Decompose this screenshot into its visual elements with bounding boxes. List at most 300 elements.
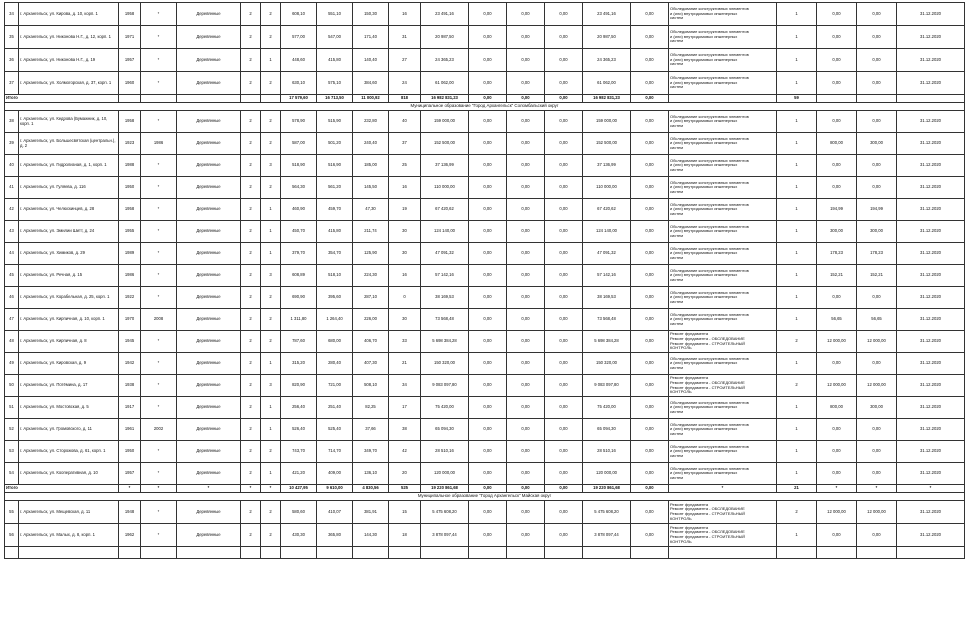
row-fund-c: 0,00 (545, 221, 583, 243)
row-address: г. Архангельск, ул. Гидролизная, д. 1, корп. 1 (19, 155, 119, 177)
row-entrances: 1 (261, 199, 281, 221)
row-deadline: 31.12.2020 (897, 397, 965, 419)
row-unit-cost-max: 0,00 (857, 26, 897, 49)
row-area-total: 460,90 (281, 199, 317, 221)
work-line: и (или) внутридомовых инженерных (670, 33, 738, 39)
row-area-common: 145,50 (353, 177, 389, 199)
row-area-total: 608,89 (281, 265, 317, 287)
row-fund-b: 0,00 (507, 221, 545, 243)
rows-group-mid (5, 111, 965, 331)
row-cost-total: 120 000,00 (421, 463, 469, 485)
row-fund-a: 0,00 (469, 397, 507, 419)
row-year: 1917 (119, 397, 141, 419)
row-deadline: 31.12.2020 (897, 155, 965, 177)
rows-group-fund (5, 331, 965, 397)
row-floors: 2 (241, 221, 261, 243)
row-area-total: 379,70 (281, 243, 317, 265)
row-residents: 31 (389, 26, 421, 49)
row-address: г. Архангельск, ул. Химиков, д. 29 (19, 243, 119, 265)
row-year: 1955 (119, 221, 141, 243)
row-number: 38 (5, 111, 19, 133)
work-line: систем (670, 122, 683, 128)
row-entrances: 2 (261, 331, 281, 353)
row-year: 1957 (119, 463, 141, 485)
row-year-rebuilt: 2002 (141, 419, 177, 441)
row-fund-a: 0,00 (469, 199, 507, 221)
row-quantity: 1 (777, 287, 817, 309)
row-area-common: 406,70 (353, 331, 389, 353)
row-fund-e: 0,00 (631, 397, 669, 419)
row-fund-a: 0,00 (469, 331, 507, 353)
row-residents: 16 (389, 177, 421, 199)
row-number: 43 (5, 221, 19, 243)
row-unit-cost-max: 300,00 (857, 221, 897, 243)
total-b: 0,00 (507, 485, 545, 493)
row-unit-cost-max: 300,00 (857, 397, 897, 419)
row-area-common: 226,00 (353, 309, 389, 331)
row-address: г. Архангельск, ул. Сторожова, д. 61, корп. 1 (19, 441, 119, 463)
work-line: Ремонт фундамента (670, 524, 709, 530)
row-area-total: 690,90 (281, 287, 317, 309)
table-row (5, 155, 965, 177)
row-fund-d: 9 083 097,80 (583, 375, 631, 397)
row-area-common: 150,30 (353, 3, 389, 26)
row-unit-cost: 0,00 (817, 353, 857, 375)
row-work-type (669, 26, 777, 49)
row-area-common: 82,25 (353, 397, 389, 419)
row-area-common: 381,91 (353, 501, 389, 524)
row-fund-c: 0,00 (545, 155, 583, 177)
rows-group-low (5, 397, 965, 485)
row-fund-d: 67 420,62 (583, 199, 631, 221)
table-row (5, 375, 965, 397)
row-fund-d: 5 698 384,28 (583, 331, 631, 353)
row-area-common: 384,60 (353, 72, 389, 95)
total-area3: 4 830,56 (353, 485, 389, 493)
row-number: 46 (5, 287, 19, 309)
row-fund-a: 0,00 (469, 419, 507, 441)
row-fund-a: 0,00 (469, 3, 507, 26)
row-year-rebuilt: * (141, 199, 177, 221)
row-fund-b: 0,00 (507, 397, 545, 419)
row-residents: 40 (389, 111, 421, 133)
row-material: Деревянные (177, 265, 241, 287)
work-line: Обследование конструктивных элементов (670, 223, 749, 229)
row-fund-a: 0,00 (469, 26, 507, 49)
row-cost-total: 57 142,16 (421, 265, 469, 287)
row-entrances: 3 (261, 375, 281, 397)
row-deadline: 31.12.2020 (897, 309, 965, 331)
row-deadline: 31.12.2020 (897, 463, 965, 485)
row-fund-c: 0,00 (545, 441, 583, 463)
row-address: г. Архангельск, ул. Мостовская, д. 5 (19, 397, 119, 419)
row-area-common: 287,10 (353, 287, 389, 309)
work-line: Обследование конструктивных элементов (670, 289, 749, 295)
row-fund-a: 0,00 (469, 72, 507, 95)
row-unit-cost-max: 56,65 (857, 309, 897, 331)
row-year: 1970 (119, 309, 141, 331)
row-area-common: 508,10 (353, 375, 389, 397)
row-area-living: 410,07 (317, 501, 353, 524)
row-fund-a: 0,00 (469, 353, 507, 375)
row-residents: 21 (389, 353, 421, 375)
row-year-rebuilt: * (141, 3, 177, 26)
row-quantity: 1 (777, 199, 817, 221)
work-line: Обследование конструктивных элементов (670, 75, 749, 81)
row-unit-cost: 0,00 (817, 155, 857, 177)
row-fund-e: 0,00 (631, 243, 669, 265)
row-cost-total: 124 140,00 (421, 221, 469, 243)
row-address: г. Архангельск, ул. Эмилии Шитт, д. 24 (19, 221, 119, 243)
row-year-rebuilt: * (141, 463, 177, 485)
row-unit-cost-max: 0,00 (857, 441, 897, 463)
work-line: и (или) внутридомовых инженерных (670, 184, 738, 190)
row-quantity: 1 (777, 49, 817, 72)
work-line: систем (670, 320, 683, 326)
row-fund-e: 0,00 (631, 265, 669, 287)
row-area-common: 125,90 (353, 243, 389, 265)
row-entrances: 2 (261, 524, 281, 547)
row-material: Деревянные (177, 287, 241, 309)
work-line: и (или) внутридомовых инженерных (670, 56, 738, 62)
row-area-common: 232,80 (353, 111, 389, 133)
row-fund-e: 0,00 (631, 177, 669, 199)
row-fund-a: 0,00 (469, 375, 507, 397)
row-fund-e: 0,00 (631, 441, 669, 463)
total-a: 0,00 (469, 485, 507, 493)
row-unit-cost-max: 12 000,00 (857, 375, 897, 397)
row-fund-b: 0,00 (507, 243, 545, 265)
row-fund-a: 0,00 (469, 221, 507, 243)
repair-program-table (4, 2, 965, 559)
row-work-type (669, 397, 777, 419)
table-row (5, 441, 965, 463)
row-area-common: 37,66 (353, 419, 389, 441)
row-area-total: 450,70 (281, 221, 317, 243)
row-residents: 25 (389, 155, 421, 177)
work-line: Ремонт фундамента - СТРОИТЕЛЬНЫЙ (670, 511, 746, 516)
row-area-living: 280,40 (317, 353, 353, 375)
row-unit-cost-max: 12 000,00 (857, 501, 897, 524)
row-fund-c: 0,00 (545, 524, 583, 547)
row-entrances: 2 (261, 501, 281, 524)
row-fund-e: 0,00 (631, 501, 669, 524)
row-unit-cost: 0,00 (817, 419, 857, 441)
row-work-type (669, 419, 777, 441)
row-fund-d: 124 140,00 (583, 221, 631, 243)
row-fund-d: 120 000,00 (583, 463, 631, 485)
row-work-type (669, 265, 777, 287)
rows-group-top (5, 3, 965, 95)
row-fund-a: 0,00 (469, 243, 507, 265)
row-floors: 2 (241, 155, 261, 177)
row-residents: 16 (389, 265, 421, 287)
work-line: Ремонт фундамента - ОБСЛЕДОВАНИЕ (670, 506, 745, 512)
row-entrances: 2 (261, 309, 281, 331)
row-work-type (669, 221, 777, 243)
row-fund-c: 0,00 (545, 49, 583, 72)
row-cost-total: 20 987,50 (421, 26, 469, 49)
row-floors: 2 (241, 501, 261, 524)
row-number: 51 (5, 397, 19, 419)
row-deadline: 31.12.2020 (897, 3, 965, 26)
work-line: и (или) внутридомовых инженерных (670, 228, 738, 234)
row-floors: 2 (241, 177, 261, 199)
row-deadline: 31.12.2020 (897, 501, 965, 524)
row-entrances: 3 (261, 155, 281, 177)
table-row (5, 501, 965, 524)
row-area-total: 518,90 (281, 155, 317, 177)
row-work-type (669, 331, 777, 353)
work-line: Обследование конструктивных элементов (670, 267, 749, 273)
work-line: систем (670, 430, 683, 436)
row-fund-c: 0,00 (545, 26, 583, 49)
row-deadline: 31.12.2020 (897, 177, 965, 199)
row-material: Деревянные (177, 3, 241, 26)
work-line: и (или) внутридомовых инженерных (670, 294, 738, 300)
work-line: систем (670, 474, 683, 480)
row-material: Деревянные (177, 177, 241, 199)
row-area-living: 501,20 (317, 133, 353, 155)
row-work-type (669, 199, 777, 221)
row-fund-c: 0,00 (545, 331, 583, 353)
row-residents: 33 (389, 331, 421, 353)
row-fund-c: 0,00 (545, 397, 583, 419)
total-u2: * (857, 485, 897, 493)
row-quantity: 1 (777, 133, 817, 155)
row-unit-cost-max: 0,00 (857, 155, 897, 177)
row-fund-d: 37 136,99 (583, 155, 631, 177)
row-fund-c: 0,00 (545, 501, 583, 524)
row-address: г. Архангельск, ул. Никонова Н.Г., д. 12, корп. 1 (19, 26, 119, 49)
row-fund-e: 0,00 (631, 463, 669, 485)
row-residents: 42 (389, 441, 421, 463)
work-line: Ремонт фундамента - СТРОИТЕЛЬНЫЙ (670, 340, 746, 346)
row-work-type (669, 3, 777, 26)
row-year-rebuilt: 2008 (141, 309, 177, 331)
work-line: Обследование конструктивных элементов (670, 6, 749, 12)
row-fund-c: 0,00 (545, 133, 583, 155)
row-area-total: 448,60 (281, 49, 317, 72)
work-line: Ремонт фундамента - СТРОИТЕЛЬНЫЙ (670, 534, 746, 539)
row-number: 40 (5, 155, 19, 177)
row-fund-d: 61 062,00 (583, 72, 631, 95)
row-year-rebuilt: * (141, 353, 177, 375)
row-number: 45 (5, 265, 19, 287)
work-line: Обследование конструктивных элементов (670, 355, 749, 361)
row-fund-e: 0,00 (631, 375, 669, 397)
row-fund-d: 152 500,00 (583, 133, 631, 155)
row-area-common: 144,30 (353, 524, 389, 547)
row-fund-a: 0,00 (469, 155, 507, 177)
row-work-type (669, 501, 777, 524)
row-area-living: 551,10 (317, 3, 353, 26)
row-address: г. Архангельск, ул. Кирова, д. 10, корп. 1 (19, 3, 119, 26)
row-quantity: 1 (777, 353, 817, 375)
total-residents: 525 (389, 485, 421, 493)
row-fund-d: 110 000,00 (583, 177, 631, 199)
total-cost: 19 220 861,68 (421, 485, 469, 493)
row-fund-b: 0,00 (507, 72, 545, 95)
table-row (5, 26, 965, 49)
row-entrances: 1 (261, 397, 281, 419)
row-unit-cost-max: 0,00 (857, 463, 897, 485)
row-year-rebuilt: * (141, 155, 177, 177)
row-fund-b: 0,00 (507, 501, 545, 524)
work-line: Обследование конструктивных элементов (670, 201, 749, 207)
table-row (5, 243, 965, 265)
row-year-rebuilt: * (141, 331, 177, 353)
row-work-type (669, 441, 777, 463)
row-area-total: 1 311,80 (281, 309, 317, 331)
row-unit-cost: 800,00 (817, 133, 857, 155)
row-material: Деревянные (177, 199, 241, 221)
table-row (5, 419, 965, 441)
work-line: систем (670, 408, 683, 414)
row-fund-c: 0,00 (545, 309, 583, 331)
row-floors: 2 (241, 72, 261, 95)
row-unit-cost: 194,99 (817, 199, 857, 221)
row-unit-cost: 800,00 (817, 397, 857, 419)
row-year: 1958 (119, 3, 141, 26)
row-entrances: 2 (261, 441, 281, 463)
row-fund-b: 0,00 (507, 287, 545, 309)
row-unit-cost: 0,00 (817, 177, 857, 199)
work-line: и (или) внутридомовых инженерных (670, 426, 738, 432)
total-area2: 9 610,00 (317, 485, 353, 493)
section-header-2 (5, 493, 965, 501)
row-fund-d: 73 568,48 (583, 309, 631, 331)
row-fund-c: 0,00 (545, 243, 583, 265)
row-area-living: 365,80 (317, 524, 353, 547)
row-deadline: 31.12.2020 (897, 199, 965, 221)
row-fund-c: 0,00 (545, 3, 583, 26)
row-deadline: 31.12.2020 (897, 111, 965, 133)
row-unit-cost-max: 0,00 (857, 287, 897, 309)
row-material: Деревянные (177, 463, 241, 485)
row-material: Деревянные (177, 524, 241, 547)
section-title: Муниципальное образование "Город Архангельск" Майская округ (5, 493, 965, 501)
row-work-type (669, 155, 777, 177)
row-area-total: 256,40 (281, 397, 317, 419)
total-c: 0,00 (545, 95, 583, 103)
work-line: систем (670, 15, 683, 21)
row-area-common: 211,74 (353, 221, 389, 243)
row-unit-cost: 152,21 (817, 265, 857, 287)
row-year-rebuilt: * (141, 375, 177, 397)
row-year-rebuilt: * (141, 221, 177, 243)
row-cost-total: 38 169,53 (421, 287, 469, 309)
row-quantity: 1 (777, 309, 817, 331)
row-unit-cost-max: 152,21 (857, 265, 897, 287)
work-line: КОНТРОЛЬ (670, 515, 692, 521)
row-fund-a: 0,00 (469, 501, 507, 524)
row-floors: 2 (241, 353, 261, 375)
row-cost-total: 73 568,48 (421, 309, 469, 331)
row-address: г. Архангельск, ул. Челюскинцев, д. 28 (19, 199, 119, 221)
row-area-living: 415,80 (317, 49, 353, 72)
row-year: 1960 (119, 72, 141, 95)
row-material: Деревянные (177, 375, 241, 397)
row-number: 48 (5, 331, 19, 353)
row-address: г. Архангельск, ул. Малых, д. 8, корп. 1 (19, 524, 119, 547)
row-year-rebuilt: * (141, 243, 177, 265)
row-cost-total: 159 000,00 (421, 111, 469, 133)
row-fund-e: 0,00 (631, 199, 669, 221)
total-work: * (669, 485, 777, 493)
row-entrances: 3 (261, 265, 281, 287)
row-address: г. Архангельск, ул. Речная, д. 15 (19, 265, 119, 287)
row-deadline: 31.12.2020 (897, 72, 965, 95)
table-row (5, 331, 965, 353)
row-entrances: 2 (261, 3, 281, 26)
row-material: Деревянные (177, 155, 241, 177)
row-cost-total: 61 062,00 (421, 72, 469, 95)
work-line: систем (670, 210, 683, 216)
row-fund-b: 0,00 (507, 419, 545, 441)
work-line: систем (670, 144, 683, 150)
row-fund-e: 0,00 (631, 26, 669, 49)
table-row (5, 72, 965, 95)
row-area-total: 315,20 (281, 353, 317, 375)
work-line: Ремонт фундамента (670, 375, 709, 381)
row-area-total: 580,60 (281, 501, 317, 524)
row-cost-total: 23 491,16 (421, 3, 469, 26)
row-unit-cost-max: 12 000,00 (857, 331, 897, 353)
total-row-group-2 (5, 485, 965, 501)
row-fund-d: 75 420,00 (583, 397, 631, 419)
row-residents: 20 (389, 463, 421, 485)
row-quantity: 1 (777, 177, 817, 199)
row-cost-total: 5 475 608,20 (421, 501, 469, 524)
row-residents: 27 (389, 49, 421, 72)
row-unit-cost: 0,00 (817, 524, 857, 547)
row-fund-c: 0,00 (545, 72, 583, 95)
row-area-living: 1 264,40 (317, 309, 353, 331)
row-address: г. Архангельск, ул. Мещевская, д. 11 (19, 501, 119, 524)
row-number: 56 (5, 524, 19, 547)
row-quantity: 1 (777, 265, 817, 287)
table-row (5, 199, 965, 221)
row-entrances: 1 (261, 221, 281, 243)
row-year-rebuilt: 1986 (141, 133, 177, 155)
document-sheet (4, 2, 965, 559)
row-entrances: 1 (261, 353, 281, 375)
row-area-living: 459,70 (317, 199, 353, 221)
row-residents: 0 (389, 287, 421, 309)
row-fund-c: 0,00 (545, 111, 583, 133)
table-row (5, 49, 965, 72)
row-year: 1942 (119, 353, 141, 375)
row-cost-total: 67 420,62 (421, 199, 469, 221)
work-line: и (или) внутридомовых инженерных (670, 360, 738, 366)
row-entrances: 2 (261, 287, 281, 309)
row-year: 1971 (119, 26, 141, 49)
row-address: г. Архангельск, ул. Кооперативная, д. 10 (19, 463, 119, 485)
row-work-type (669, 133, 777, 155)
row-cost-total: 37 136,99 (421, 155, 469, 177)
row-cost-total: 150 320,00 (421, 353, 469, 375)
row-floors: 2 (241, 265, 261, 287)
total-entrances: * (261, 485, 281, 493)
row-fund-c: 0,00 (545, 353, 583, 375)
table-row (5, 265, 965, 287)
row-residents: 17 (389, 397, 421, 419)
row-quantity: 1 (777, 26, 817, 49)
row-area-living: 547,00 (317, 26, 353, 49)
row-residents: 38 (389, 419, 421, 441)
row-floors: 2 (241, 133, 261, 155)
